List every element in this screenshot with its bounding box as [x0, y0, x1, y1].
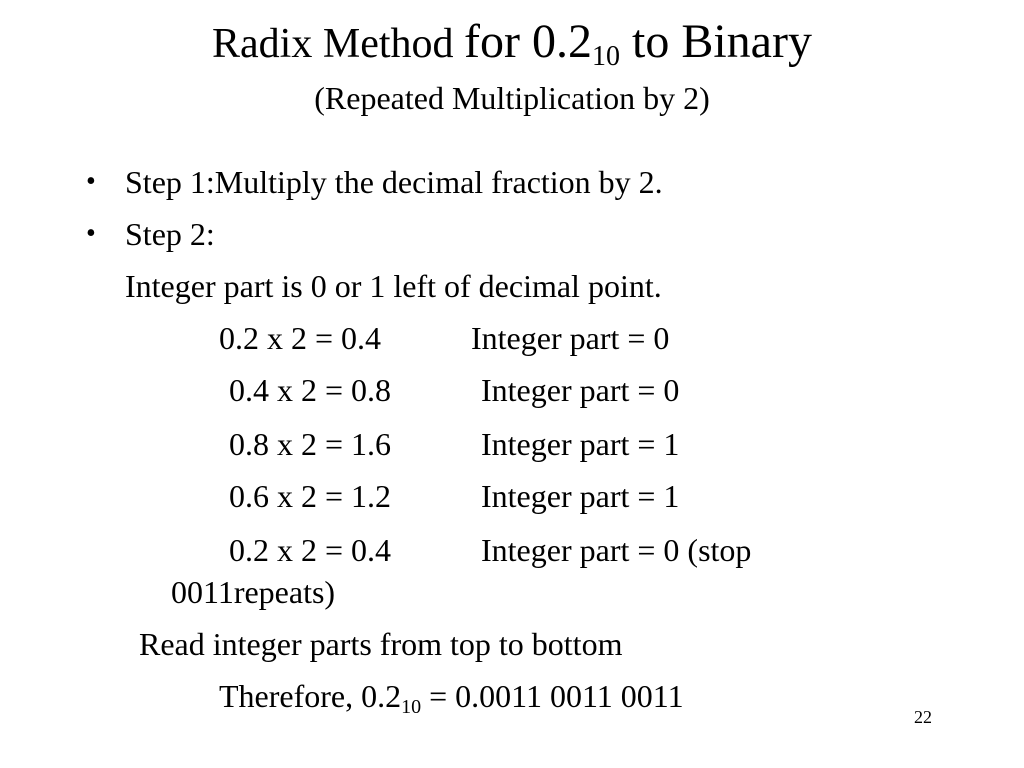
- calc-result: Integer part = 0 (stop: [481, 532, 752, 568]
- step1-text: Step 1:Multiply the decimal fraction by 2.: [125, 164, 663, 200]
- calc-expression: 0.2 x 2 = 0.4: [219, 320, 382, 356]
- conclusion: [219, 678, 684, 718]
- conclusion-subscript: 10: [401, 696, 422, 718]
- calc-result: Integer part = 1: [481, 478, 680, 514]
- title-main-b: to Binary: [619, 15, 812, 68]
- repeat-continuation: 0011repeats): [171, 574, 336, 610]
- step2-label: Step 2:: [125, 216, 215, 252]
- read-note: Read integer parts from top to bottom: [139, 626, 623, 662]
- calc-expression: 0.4 x 2 = 0.8: [229, 372, 392, 408]
- page-number: 22: [914, 707, 932, 727]
- conclusion-prefix: Therefore, 0.2: [219, 678, 402, 714]
- slide-subtitle: (Repeated Multiplication by 2): [314, 80, 710, 116]
- conclusion-suffix: = 0.0011 0011 0011: [421, 678, 684, 714]
- calc-result: Integer part = 1: [481, 426, 680, 462]
- step2-description: Integer part is 0 or 1 left of decimal point.: [125, 268, 662, 304]
- calc-result: Integer part = 0: [471, 320, 670, 356]
- calc-expression: 0.2 x 2 = 0.4: [229, 532, 392, 568]
- slide-title: [0, 15, 1024, 72]
- title-subscript: 10: [591, 41, 620, 72]
- bullet-icon: •: [86, 218, 96, 249]
- calc-expression: 0.6 x 2 = 1.2: [229, 478, 392, 514]
- bullet-icon: •: [86, 166, 96, 197]
- calc-result: Integer part = 0: [481, 372, 680, 408]
- title-prefix: Radix Method: [212, 21, 465, 67]
- calc-expression: 0.8 x 2 = 1.6: [229, 426, 392, 462]
- title-main-a: for 0.2: [464, 15, 592, 68]
